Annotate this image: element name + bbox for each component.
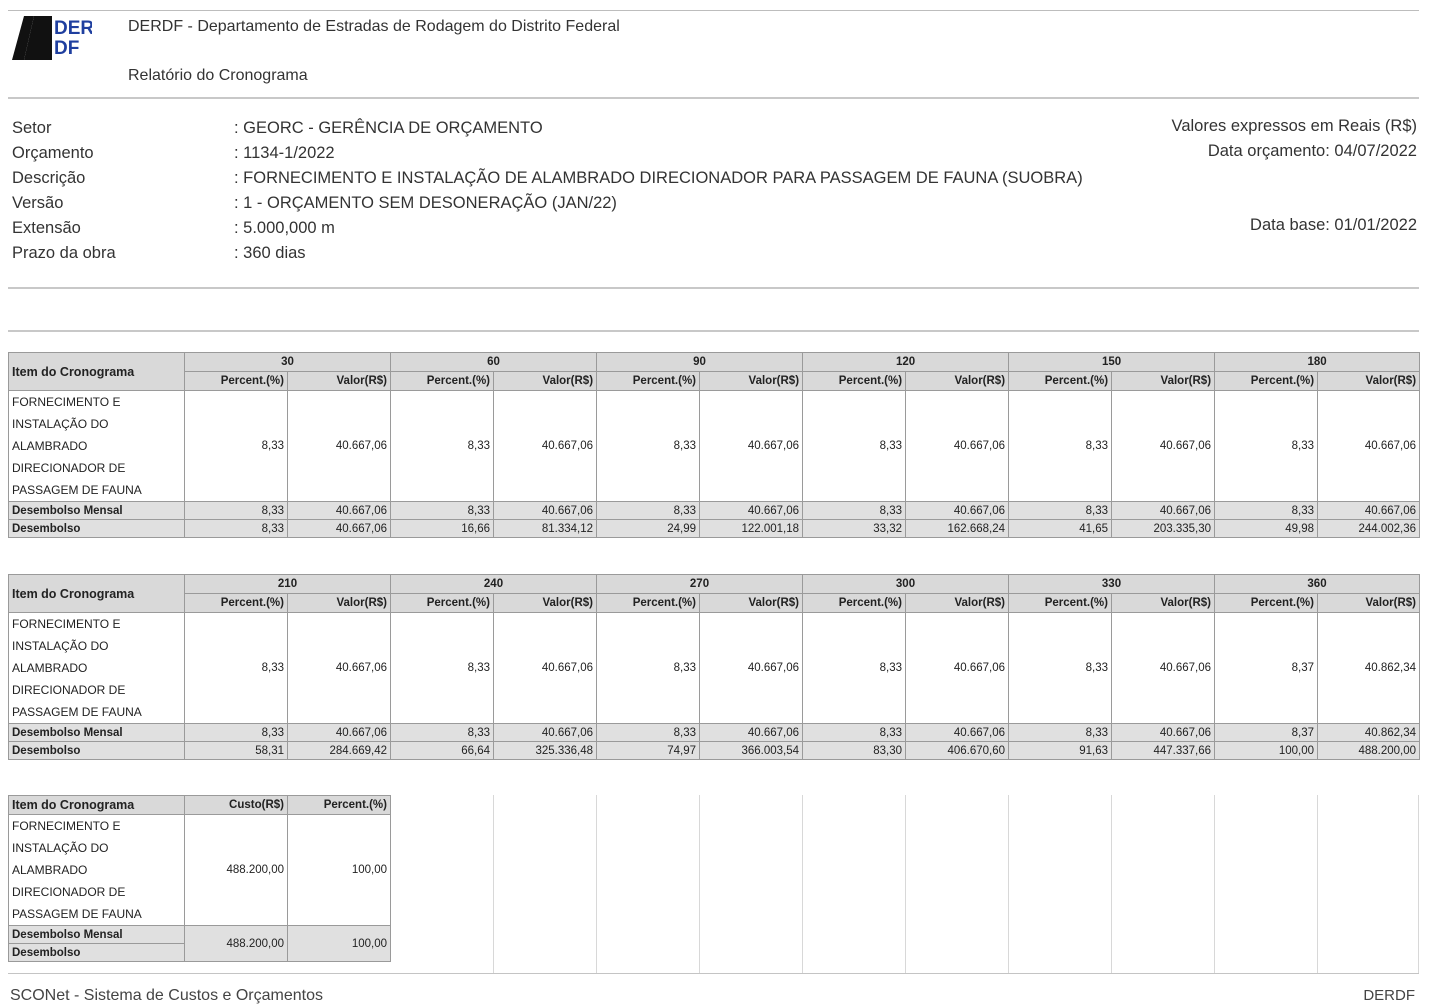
- custo-header: Custo(R$): [185, 796, 288, 815]
- footer-rule: [8, 973, 1419, 974]
- ghost-gridline: [493, 795, 494, 973]
- period-header: 270: [597, 575, 803, 594]
- valor-header: Valor(R$): [288, 372, 391, 391]
- cell-percent: 8,33: [803, 502, 906, 520]
- cell-percent: 8,33: [597, 391, 700, 502]
- desembolso-mensal-label: Desembolso Mensal: [9, 926, 185, 944]
- cell-percent: 41,65: [1009, 520, 1112, 538]
- percent-header: Percent.(%): [185, 594, 288, 613]
- cell-percent: 100,00: [1215, 742, 1318, 760]
- table-row: [9, 742, 1420, 760]
- cell-valor: 447.337,66: [1112, 742, 1215, 760]
- cell-percent: 8,33: [391, 724, 494, 742]
- cell-percent: 100,00: [288, 926, 391, 962]
- period-header: 120: [803, 353, 1009, 372]
- cell-percent: 8,33: [185, 520, 288, 538]
- cell-valor: 40.667,06: [288, 391, 391, 502]
- data-base: Data base: 01/01/2022: [1250, 216, 1417, 234]
- cell-percent: 8,37: [1215, 724, 1318, 742]
- cell-valor: 203.335,30: [1112, 520, 1215, 538]
- cell-percent: 8,33: [185, 391, 288, 502]
- period-header: 90: [597, 353, 803, 372]
- percent-header: Percent.(%): [597, 372, 700, 391]
- cell-percent: 83,30: [803, 742, 906, 760]
- cell-percent: 49,98: [1215, 520, 1318, 538]
- ghost-gridline: [1418, 795, 1419, 973]
- cell-valor: 40.667,06: [288, 502, 391, 520]
- valor-header: Valor(R$): [494, 594, 597, 613]
- item-header: Item do Cronograma: [9, 796, 185, 815]
- desembolso-mensal-label: Desembolso Mensal: [9, 502, 185, 520]
- valor-header: Valor(R$): [700, 594, 803, 613]
- cell-valor: 40.667,06: [1112, 502, 1215, 520]
- cell-percent: 33,32: [803, 520, 906, 538]
- cell-valor: 244.002,36: [1318, 520, 1420, 538]
- info-label-descricao: Descrição: [12, 169, 86, 187]
- footer-system-name: SCONet - Sistema de Custos e Orçamentos: [10, 987, 323, 1004]
- cell-valor: 40.667,06: [700, 391, 803, 502]
- cell-percent: 8,33: [1215, 502, 1318, 520]
- valor-header: Valor(R$): [906, 372, 1009, 391]
- percent-header: Percent.(%): [803, 372, 906, 391]
- cell-valor: 40.667,06: [1112, 613, 1215, 724]
- table-row: [9, 520, 1420, 538]
- percent-header: Percent.(%): [288, 796, 391, 815]
- ghost-gridline: [1214, 795, 1215, 973]
- cell-valor: 40.667,06: [288, 613, 391, 724]
- ghost-gridline: [1317, 795, 1318, 973]
- valor-header: Valor(R$): [700, 372, 803, 391]
- valor-header: Valor(R$): [1112, 594, 1215, 613]
- cell-percent: 58,31: [185, 742, 288, 760]
- table-row: [9, 391, 1420, 502]
- info-value-orcamento: : 1134-1/2022: [234, 144, 335, 162]
- cell-percent: 8,33: [391, 613, 494, 724]
- cell-percent: 8,33: [1009, 613, 1112, 724]
- cell-percent: 8,33: [391, 391, 494, 502]
- period-header: 150: [1009, 353, 1215, 372]
- cell-percent: 8,33: [803, 391, 906, 502]
- cell-percent: 8,33: [803, 724, 906, 742]
- valor-header: Valor(R$): [1112, 372, 1215, 391]
- cell-percent: 8,33: [1215, 391, 1318, 502]
- cell-valor: 488.200,00: [1318, 742, 1420, 760]
- period-header: 360: [1215, 575, 1420, 594]
- valor-header: Valor(R$): [288, 594, 391, 613]
- cell-custo: 488.200,00: [185, 926, 288, 962]
- cell-percent: 8,33: [185, 502, 288, 520]
- info-label-versao: Versão: [12, 194, 64, 212]
- desembolso-label: Desembolso: [9, 742, 185, 760]
- cell-percent: 8,33: [597, 502, 700, 520]
- percent-header: Percent.(%): [597, 594, 700, 613]
- schedule-table-2: [8, 574, 1420, 760]
- cell-percent: 8,33: [1009, 502, 1112, 520]
- ghost-gridline: [596, 795, 597, 973]
- table-row: [9, 815, 391, 926]
- cell-valor: 366.003,54: [700, 742, 803, 760]
- cell-valor: 40.667,06: [906, 502, 1009, 520]
- table-row: [9, 613, 1420, 724]
- desembolso-mensal-label: Desembolso Mensal: [9, 724, 185, 742]
- cell-valor: 284.669,42: [288, 742, 391, 760]
- info-rule: [8, 287, 1419, 289]
- info-label-prazo: Prazo da obra: [12, 244, 116, 262]
- percent-header: Percent.(%): [803, 594, 906, 613]
- cell-valor: 40.667,06: [700, 724, 803, 742]
- cell-valor: 40.862,34: [1318, 724, 1420, 742]
- valores-expressos: Valores expressos em Reais (R$): [1171, 117, 1417, 135]
- table-row: [9, 502, 1420, 520]
- valor-header: Valor(R$): [1318, 372, 1420, 391]
- valor-header: Valor(R$): [494, 372, 597, 391]
- ghost-gridline: [1008, 795, 1009, 973]
- cell-valor: 40.667,06: [906, 391, 1009, 502]
- percent-header: Percent.(%): [1009, 372, 1112, 391]
- org-name: DERDF - Departamento de Estradas de Rodagem do Distrito Federal: [128, 18, 620, 35]
- period-header: 300: [803, 575, 1009, 594]
- cell-percent: 16,66: [391, 520, 494, 538]
- cell-valor: 81.334,12: [494, 520, 597, 538]
- cell-percent: 74,97: [597, 742, 700, 760]
- cell-percent: 8,33: [1009, 391, 1112, 502]
- valor-header: Valor(R$): [1318, 594, 1420, 613]
- cell-percent: 8,33: [803, 613, 906, 724]
- cell-valor: 40.667,06: [288, 520, 391, 538]
- ghost-gridline: [699, 795, 700, 973]
- info-label-orcamento: Orçamento: [12, 144, 94, 162]
- period-header: 60: [391, 353, 597, 372]
- info-value-setor: : GEORC - GERÊNCIA DE ORÇAMENTO: [234, 119, 543, 137]
- info-rule-2: [8, 330, 1419, 332]
- data-orcamento: Data orçamento: 04/07/2022: [1207, 142, 1417, 160]
- percent-header: Percent.(%): [1009, 594, 1112, 613]
- item-name: FORNECIMENTO E INSTALAÇÃO DO ALAMBRADO DIRECIONADOR DE PASSAGEM DE FAUNA: [9, 815, 185, 926]
- item-name: FORNECIMENTO E INSTALAÇÃO DO ALAMBRADO DIRECIONADOR DE PASSAGEM DE FAUNA: [9, 391, 185, 502]
- footer-org: DERDF: [1363, 987, 1415, 1004]
- cell-valor: 40.667,06: [494, 391, 597, 502]
- info-value-extensao: : 5.000,000 m: [234, 219, 335, 237]
- cell-valor: 40.667,06: [1318, 502, 1420, 520]
- svg-text:DF: DF: [54, 38, 80, 59]
- desembolso-label: Desembolso: [9, 944, 185, 962]
- summary-table: [8, 795, 391, 962]
- report-title: Relatório do Cronograma: [128, 67, 308, 84]
- period-header: 240: [391, 575, 597, 594]
- cell-percent: 8,33: [185, 724, 288, 742]
- cell-valor: 40.667,06: [1112, 391, 1215, 502]
- header-rule: [8, 97, 1419, 99]
- percent-header: Percent.(%): [185, 372, 288, 391]
- cell-percent: 100,00: [288, 815, 391, 926]
- info-label-setor: Setor: [12, 119, 52, 137]
- percent-header: Percent.(%): [391, 594, 494, 613]
- cell-valor: 40.667,06: [700, 502, 803, 520]
- cell-custo: 488.200,00: [185, 815, 288, 926]
- table-row: [9, 926, 391, 944]
- period-header: 210: [185, 575, 391, 594]
- derdf-logo: [10, 14, 92, 62]
- cell-percent: 8,33: [391, 502, 494, 520]
- percent-header: Percent.(%): [1215, 594, 1318, 613]
- svg-text:DER: DER: [54, 18, 92, 39]
- cell-percent: 66,64: [391, 742, 494, 760]
- info-value-descricao: : FORNECIMENTO E INSTALAÇÃO DE ALAMBRADO DIRECIONADOR PARA PASSAGEM DE FAUNA (SUOBRA): [234, 169, 1083, 187]
- cell-valor: 325.336,48: [494, 742, 597, 760]
- table-row: [9, 724, 1420, 742]
- percent-header: Percent.(%): [1215, 372, 1318, 391]
- cell-valor: 162.668,24: [906, 520, 1009, 538]
- period-header: 30: [185, 353, 391, 372]
- cell-percent: 24,99: [597, 520, 700, 538]
- cell-percent: 8,33: [597, 724, 700, 742]
- cell-valor: 40.667,06: [906, 724, 1009, 742]
- cell-valor: 40.667,06: [494, 502, 597, 520]
- valor-header: Valor(R$): [906, 594, 1009, 613]
- percent-header: Percent.(%): [391, 372, 494, 391]
- ghost-gridline: [1111, 795, 1112, 973]
- cell-percent: 8,33: [185, 613, 288, 724]
- cell-valor: 40.862,34: [1318, 613, 1420, 724]
- cell-percent: 8,33: [1009, 724, 1112, 742]
- cell-valor: 40.667,06: [1318, 391, 1420, 502]
- cell-percent: 8,37: [1215, 613, 1318, 724]
- cell-valor: 40.667,06: [1112, 724, 1215, 742]
- period-header: 180: [1215, 353, 1420, 372]
- info-label-extensao: Extensão: [12, 219, 81, 237]
- cell-valor: 40.667,06: [906, 613, 1009, 724]
- schedule-table-1: [8, 352, 1420, 538]
- ghost-gridline: [905, 795, 906, 973]
- desembolso-label: Desembolso: [9, 520, 185, 538]
- top-rule: [8, 10, 1419, 11]
- item-header: Item do Cronograma: [9, 575, 185, 613]
- cell-valor: 40.667,06: [494, 613, 597, 724]
- item-header: Item do Cronograma: [9, 353, 185, 391]
- cell-valor: 40.667,06: [288, 724, 391, 742]
- derdf-logo-mark: [10, 14, 92, 62]
- cell-valor: 122.001,18: [700, 520, 803, 538]
- cell-valor: 406.670,60: [906, 742, 1009, 760]
- cell-valor: 40.667,06: [700, 613, 803, 724]
- cell-percent: 91,63: [1009, 742, 1112, 760]
- period-header: 330: [1009, 575, 1215, 594]
- info-value-prazo: : 360 dias: [234, 244, 306, 262]
- cell-percent: 8,33: [597, 613, 700, 724]
- cell-valor: 40.667,06: [494, 724, 597, 742]
- ghost-gridline: [802, 795, 803, 973]
- item-name: FORNECIMENTO E INSTALAÇÃO DO ALAMBRADO DIRECIONADOR DE PASSAGEM DE FAUNA: [9, 613, 185, 724]
- info-value-versao: : 1 - ORÇAMENTO SEM DESONERAÇÃO (JAN/22): [234, 194, 617, 212]
